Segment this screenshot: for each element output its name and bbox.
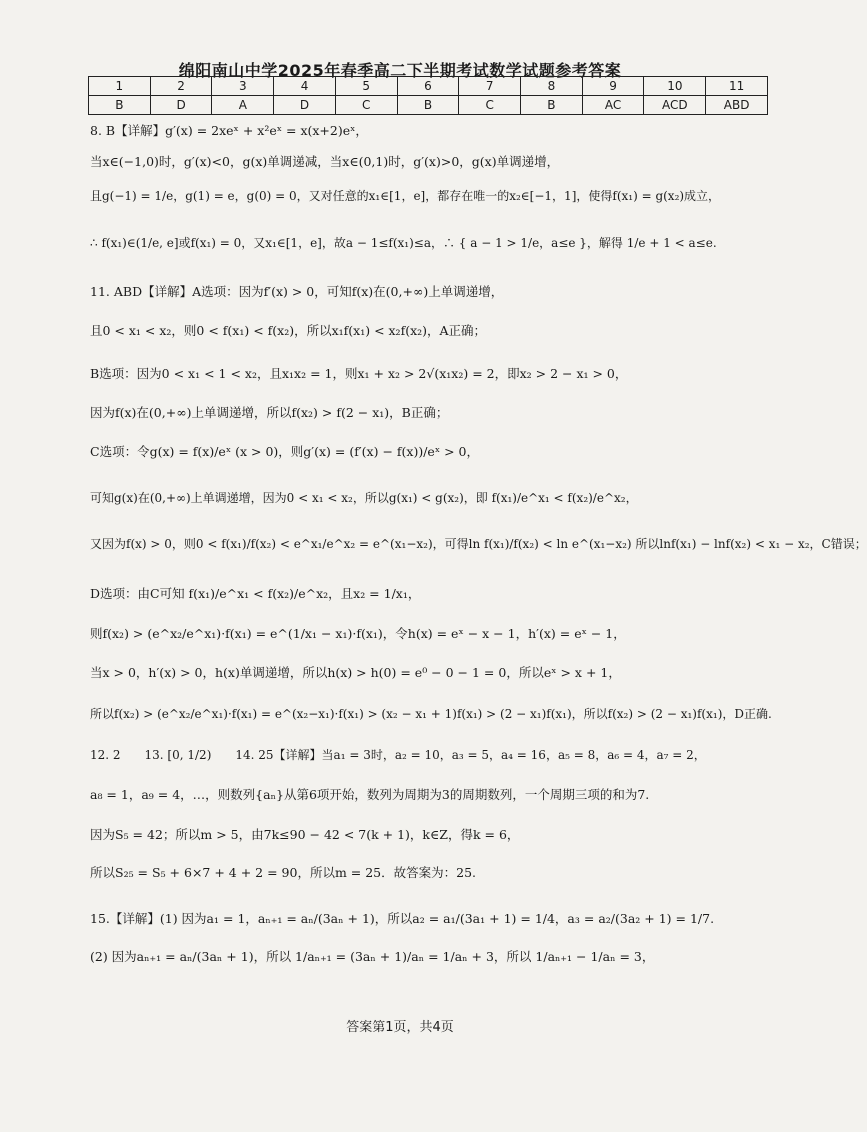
page-title: 绵阳南山中学2025年春季高二下半期考试数学试题参考答案 — [178, 61, 622, 80]
answer-cell: ACD — [644, 96, 706, 115]
question-number: 3 — [212, 77, 274, 96]
solution-line: 又因为f(x) > 0，则0 < f(x₁)/f(x₂) < e^x₁/e^x₂ = e^(x₁−x₂)，可得ln f(x₁)/f(x₂) < ln e^(x₁−x₂) 所以lnf(x₁) − lnf(x₂) < x₁ − x₂，C错误； — [90, 537, 867, 551]
solution-line: a₈ = 1，a₉ = 4，…，则数列{aₙ}从第6项开始，数列为周期为3的周期数列，一个周期三项的和为7. — [90, 787, 650, 802]
question-number: 5 — [335, 77, 397, 96]
answer-cell: ABD — [706, 96, 768, 115]
answer-cell: A — [212, 96, 274, 115]
question-number: 10 — [644, 77, 706, 96]
solution-line: 且0 < x₁ < x₂，则0 < f(x₁) < f(x₂)，所以x₁f(x₁) < x₂f(x₂)，A正确； — [90, 323, 487, 338]
question-number: 7 — [459, 77, 521, 96]
page-footer: 答案第1页，共4页 — [346, 1020, 454, 1035]
question-number: 4 — [274, 77, 336, 96]
answer-table — [88, 76, 768, 115]
question-number: 11 — [706, 77, 768, 96]
solution-line: 当x > 0，h′(x) > 0，h(x)单调递增，所以h(x) > h(0) = e⁰ − 0 − 1 = 0，所以eˣ > x + 1， — [90, 665, 621, 680]
question-number: 9 — [582, 77, 644, 96]
question-number: 6 — [397, 77, 459, 96]
solution-line: 15.【详解】(1) 因为a₁ = 1，aₙ₊₁ = aₙ/(3aₙ + 1)，所以a₂ = a₁/(3a₁ + 1) = 1/4，a₃ = a₂/(3a₂ + 1) = 1/7. — [90, 911, 715, 926]
answer-cell: D — [274, 96, 336, 115]
answer-cell: C — [459, 96, 521, 115]
solution-line: 11. ABD【详解】A选项：因为f′(x) > 0，可知f(x)在(0,+∞)上单调递增， — [90, 284, 504, 299]
solution-line: 可知g(x)在(0,+∞)上单调递增，因为0 < x₁ < x₂，所以g(x₁) < g(x₂)，即 f(x₁)/e^x₁ < f(x₂)/e^x₂， — [90, 491, 638, 505]
solution-line: 8. B【详解】g′(x) = 2xeˣ + x²eˣ = x(x+2)eˣ， — [90, 123, 368, 138]
answer-cell: B — [89, 96, 151, 115]
answer-cell: C — [335, 96, 397, 115]
solution-line: 所以S₂₅ = S₅ + 6×7 + 4 + 2 = 90，所以m = 25．故答案为：25. — [90, 865, 477, 880]
solution-line: C选项：令g(x) = f(x)/eˣ (x > 0)，则g′(x) = (f′(x) − f(x))/eˣ > 0， — [90, 444, 479, 459]
question-number: 8 — [521, 77, 583, 96]
answer-table-number-row — [89, 77, 768, 96]
solution-line: ∴ f(x₁)∈(1/e, e]或f(x₁) = 0，又x₁∈[1，e]，故a − 1≤f(x₁)≤a，∴ { a − 1 > 1/e，a≤e }，解得 1/e + 1 < a≤e. — [90, 236, 717, 250]
solution-line: D选项：由C可知 f(x₁)/e^x₁ < f(x₂)/e^x₂，且x₂ = 1/x₁， — [90, 586, 421, 601]
answer-table-answer-row — [89, 96, 768, 115]
solution-line: 当x∈(−1,0)时，g′(x)<0，g(x)单调递减，当x∈(0,1)时，g′(x)>0，g(x)单调递增， — [90, 154, 560, 169]
answer-cell: B — [397, 96, 459, 115]
solution-line: 且g(−1) = 1/e，g(1) = e，g(0) = 0，又对任意的x₁∈[1，e]，都存在唯一的x₂∈[−1，1]，使得f(x₁) = g(x₂)成立， — [90, 189, 721, 203]
solution-line: 因为S₅ = 42；所以m > 5，由7k≤90 − 42 < 7(k + 1)，k∈Z，得k = 6， — [90, 827, 520, 842]
solution-line: 所以f(x₂) > (e^x₂/e^x₁)·f(x₁) = e^(x₂−x₁)·f(x₁) > (x₂ − x₁ + 1)f(x₁) > (2 − x₁)f(x₁)，所以f(x₂) > (2 − x₁)f(x₁)，D正确. — [90, 707, 772, 721]
solution-line: B选项：因为0 < x₁ < 1 < x₂，且x₁x₂ = 1，则x₁ + x₂ > 2√(x₁x₂) = 2，即x₂ > 2 − x₁ > 0， — [90, 366, 628, 381]
solution-line: 因为f(x)在(0,+∞)上单调递增，所以f(x₂) > f(2 − x₁)，B正确； — [90, 405, 449, 420]
solution-line: 12. 2 13. [0, 1/2) 14. 25【详解】当a₁ = 3时，a₂ = 10，a₃ = 5，a₄ = 16，a₅ = 8，a₆ = 4，a₇ = 2， — [90, 748, 706, 762]
solution-line: 则f(x₂) > (e^x₂/e^x₁)·f(x₁) = e^(1/x₁ − x₁)·f(x₁)，令h(x) = eˣ − x − 1，h′(x) = eˣ − 1， — [90, 626, 626, 641]
question-number: 1 — [89, 77, 151, 96]
answer-cell: AC — [582, 96, 644, 115]
answer-cell: B — [521, 96, 583, 115]
answer-cell: D — [150, 96, 212, 115]
solution-line: (2) 因为aₙ₊₁ = aₙ/(3aₙ + 1)，所以 1/aₙ₊₁ = (3aₙ + 1)/aₙ = 1/aₙ + 3，所以 1/aₙ₊₁ − 1/aₙ = 3， — [90, 949, 655, 964]
question-number: 2 — [150, 77, 212, 96]
